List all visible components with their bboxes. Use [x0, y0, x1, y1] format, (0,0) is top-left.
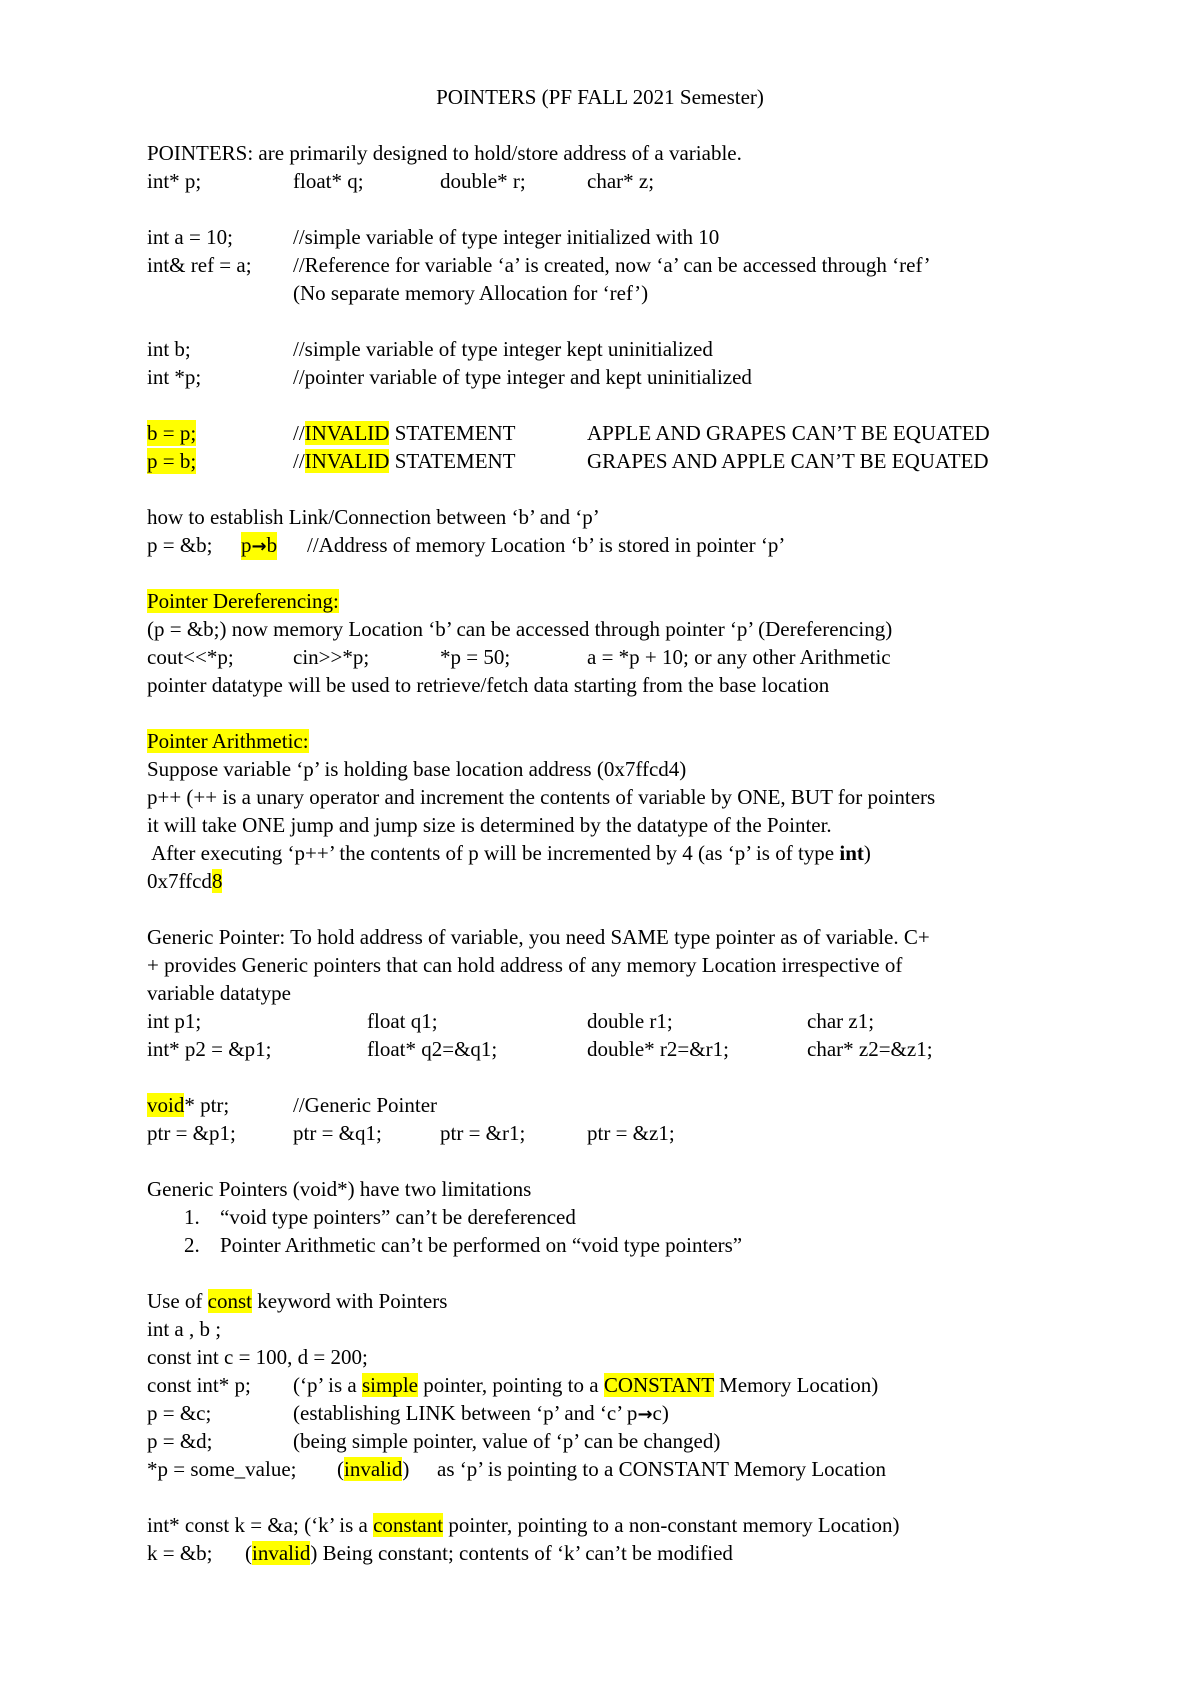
constant-word: CONSTANT [603, 1373, 714, 1397]
cell: ptr = &r1; [440, 1121, 526, 1145]
const-line-8 [147, 1540, 733, 1644]
invalid-word: invalid [344, 1457, 403, 1481]
arith-line-1: Suppose variable ‘p’ is holding base location address (0x7ffcd4) [147, 757, 687, 781]
decl-int: int* p; [147, 169, 202, 193]
b: c) [652, 1401, 669, 1425]
code: int b; [147, 337, 191, 361]
cell: ptr = &q1; [293, 1121, 382, 1145]
cell: double* r2=&r1; [587, 1037, 729, 1061]
comment: //Reference for variable ‘a’ is created, now ‘a’ can be accessed through ‘ref’ [293, 253, 931, 277]
void-keyword: void [147, 1093, 185, 1117]
code: int& ref = a; [147, 253, 252, 277]
address-last-digit: 8 [211, 869, 223, 893]
pre: int* const k = &a; (‘k’ is a [147, 1513, 374, 1537]
rest: * ptr; [184, 1093, 230, 1117]
list-text: “void type pointers” can’t be dereferenced [220, 1205, 576, 1229]
code: p = b; [147, 449, 197, 473]
invalid-word: INVALID [304, 421, 390, 445]
list-number: 1. [184, 1205, 200, 1229]
arith: a = *p + 10; or any other Arithmetic [587, 645, 891, 669]
post: pointer, pointing to a non-constant memory Location) [443, 1513, 900, 1537]
note: (being simple pointer, value of ‘p’ can be changed) [293, 1429, 721, 1453]
arith-line-4 [147, 840, 871, 866]
slashes: // [293, 449, 305, 473]
code [147, 1092, 229, 1118]
arrow-from: p [241, 533, 252, 557]
page-title: POINTERS (PF FALL 2021 Semester) [436, 85, 764, 109]
code: int *p; [147, 365, 202, 389]
deref-line-1: (p = &b;) now memory Location ‘b’ can be accessed through pointer ‘p’ (Dereferencing) [147, 617, 893, 641]
arrow-highlight [241, 532, 277, 560]
statement: STATEMENT [389, 449, 516, 473]
arith-line-2: p++ (++ is a unary operator and increment the contents of variable by ONE, BUT for pointers [147, 785, 936, 809]
cell: float* q2=&q1; [367, 1037, 498, 1061]
const-line-1: int a , b ; [147, 1317, 222, 1341]
slashes: // [293, 421, 305, 445]
code: k = &b; [147, 1541, 213, 1565]
note: as ‘p’ is pointing to a CONSTANT Memory Location [437, 1457, 886, 1481]
comment: //simple variable of type integer initialized with 10 [293, 225, 720, 249]
cell: int* p2 = &p1; [147, 1037, 272, 1061]
cell: float q1; [367, 1009, 438, 1033]
invalid-word: invalid [252, 1541, 311, 1565]
generic-line-3: variable datatype [147, 981, 292, 1005]
cell: char z1; [807, 1009, 875, 1033]
address-prefix: 0x7ffcd [147, 869, 212, 893]
pre: Use of [147, 1289, 208, 1313]
type-keyword: int [839, 841, 864, 865]
cell: double r1; [587, 1009, 673, 1033]
code: int a = 10; [147, 225, 233, 249]
note [293, 1372, 878, 1398]
comment: //pointer variable of type integer and kept uninitialized [293, 365, 752, 389]
c: Memory Location) [713, 1373, 879, 1397]
decl-float: float* q; [293, 169, 364, 193]
a: (establishing LINK between ‘p’ and ‘c’ p [293, 1401, 638, 1425]
comment: //simple variable of type integer kept uninitialized [293, 337, 713, 361]
constant-word: constant [373, 1513, 444, 1537]
arith-heading [147, 728, 309, 754]
code: b = p; [147, 421, 197, 445]
comment: (No separate memory Allocation for ‘ref’) [293, 281, 649, 305]
generic-line-1: Generic Pointer: To hold address of variable, you need SAME type pointer as of variable. C+ [147, 925, 930, 949]
right-arrow-icon: → [251, 536, 267, 557]
intro-definition: POINTERS: are primarily designed to hold/store address of a variable. [147, 141, 742, 165]
code: const int* p; [147, 1373, 251, 1397]
limits-heading: Generic Pointers (void*) have two limitations [147, 1177, 532, 1201]
arrow-to: b [266, 533, 278, 557]
deref-line-3: pointer datatype will be used to retrieve/fetch data starting from the base location [147, 673, 830, 697]
arith-line-5 [147, 868, 222, 894]
text: After executing ‘p++’ the contents of p will be incremented by 4 (as ‘p’ is of type [147, 841, 840, 865]
comment: //Generic Pointer [293, 1093, 438, 1117]
note [293, 1400, 669, 1428]
assign: *p = 50; [440, 645, 511, 669]
heading-text: Pointer Dereferencing: [147, 589, 339, 613]
cell: ptr = &p1; [147, 1121, 236, 1145]
invalid-tag: (invalid) [337, 1457, 410, 1481]
list-text: Pointer Arithmetic can’t be performed on “void type pointers” [220, 1233, 743, 1257]
deref-heading [147, 588, 339, 614]
link-heading: how to establish Link/Connection between ‘b’ and ‘p’ [147, 505, 600, 529]
arith-line-3: it will take ONE jump and jump size is determined by the datatype of the Pointer. [147, 813, 832, 837]
note: (invalid) Being constant; contents of ‘k’ can’t be modified [245, 1541, 733, 1565]
simple-word: simple [362, 1373, 418, 1397]
decl-char: char* z; [587, 169, 655, 193]
invalid-word: INVALID [304, 449, 390, 473]
heading-text: Pointer Arithmetic: [147, 729, 309, 753]
cin: cin>>*p; [293, 645, 370, 669]
code: p = &d; [147, 1429, 213, 1453]
comment: //Address of memory Location ‘b’ is stored in pointer ‘p’ [307, 533, 786, 557]
cout: cout<<*p; [147, 645, 234, 669]
right-arrow-icon: → [637, 1404, 653, 1425]
const-heading [147, 1288, 447, 1314]
note: APPLE AND GRAPES CAN’T BE EQUATED [587, 421, 990, 445]
code: *p = some_value; [147, 1457, 297, 1481]
comment [293, 448, 516, 474]
statement: STATEMENT [389, 421, 516, 445]
post: keyword with Pointers [251, 1289, 448, 1313]
const-line-7 [147, 1512, 899, 1538]
const-line-2: const int c = 100, d = 200; [147, 1345, 368, 1369]
close: ) [863, 841, 871, 865]
b: pointer, pointing to a [418, 1373, 604, 1397]
const-keyword: const [207, 1289, 252, 1313]
code: p = &c; [147, 1401, 212, 1425]
comment [293, 420, 516, 446]
decl-double: double* r; [440, 169, 526, 193]
post: ) Being constant; contents of ‘k’ can’t be modified [310, 1541, 733, 1565]
note: GRAPES AND APPLE CAN’T BE EQUATED [587, 449, 989, 473]
cell: int p1; [147, 1009, 202, 1033]
cell: char* z2=&z1; [807, 1037, 933, 1061]
code: p = &b; [147, 533, 213, 557]
generic-line-2: + provides Generic pointers that can hold address of any memory Location irrespective of [147, 953, 903, 977]
cell: ptr = &z1; [587, 1121, 675, 1145]
list-number: 2. [184, 1233, 200, 1257]
a: (‘p’ is a [293, 1373, 362, 1397]
